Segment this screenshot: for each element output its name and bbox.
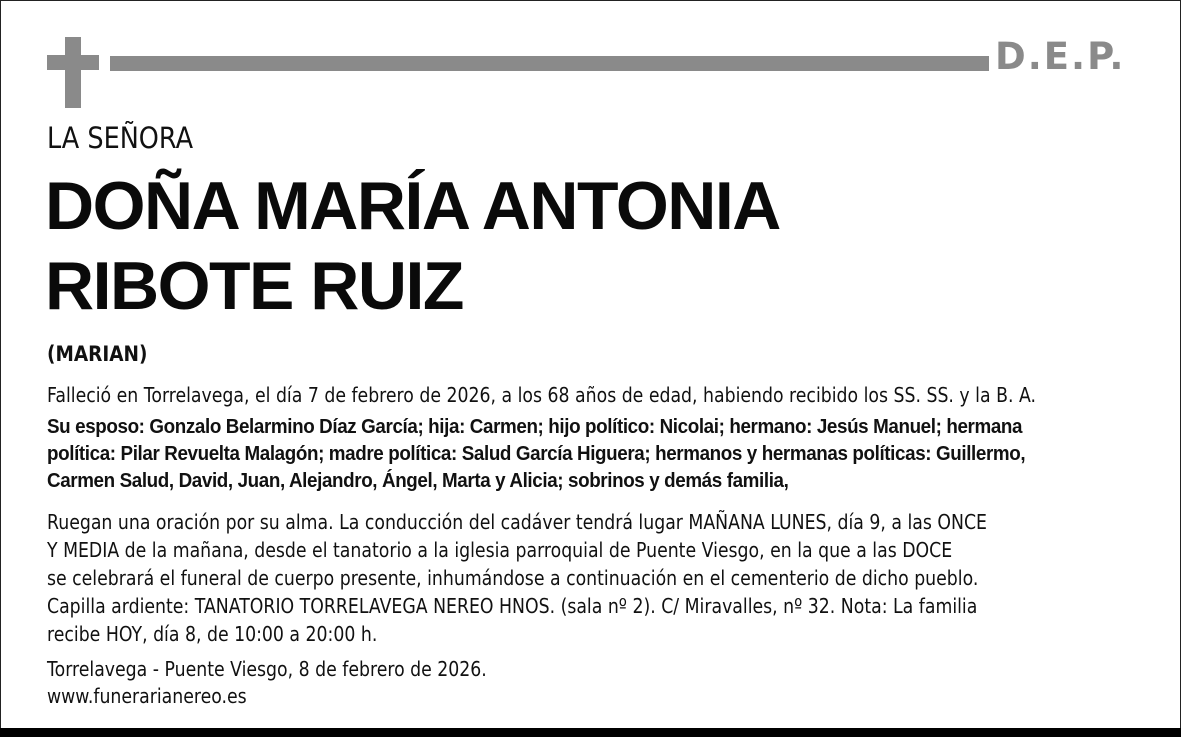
place-date: Torrelavega - Puente Viesgo, 8 de febrero de 2026. <box>47 657 487 681</box>
service-line: Y MEDIA de la mañana, desde el tanatorio a la iglesia parroquial de Puente Viesgo, en la que a las DOCE <box>47 538 953 562</box>
service-line: Ruegan una oración por su alma. La conducción del cadáver tendrá lugar MAÑANA LUNES, día 9, a las ONCE <box>47 510 987 534</box>
deceased-name-line-1: DOÑA MARÍA ANTONIA <box>45 168 780 244</box>
service-details <box>47 508 987 648</box>
death-notice-text: Falleció en Torrelavega, el día 7 de febrero de 2026, a los 68 años de edad, habiendo recibido los SS. SS. y la B. A. <box>47 383 1036 407</box>
dep-label: D.E.P. <box>995 35 1126 78</box>
deceased-nickname: (MARIAN) <box>47 342 148 366</box>
family-list <box>47 414 1025 495</box>
cross-vertical-bar <box>65 37 81 108</box>
honorific: LA SEÑORA <box>47 121 194 155</box>
footer <box>47 656 487 710</box>
family-line: Carmen Salud, David, Juan, Alejandro, Ángel, Marta y Alicia; sobrinos y demás familia, <box>47 470 789 492</box>
family-line: política: Pilar Revuelta Malagón; madre política: Salud García Higuera; hermanos y hermanas políticas: Guillermo, <box>47 443 1026 465</box>
deceased-name-line-2: RIBOTE RUIZ <box>45 248 463 324</box>
family-line: Su esposo: Gonzalo Belarmino Díaz García; hija: Carmen; hijo político: Nicolai; hermano: Jesús Manuel; hermana <box>47 416 1023 438</box>
service-line: recibe HOY, día 8, de 10:00 a 20:00 h. <box>47 622 378 646</box>
cross-horizontal-bar <box>47 55 99 70</box>
bottom-rule <box>0 728 1181 737</box>
service-line: se celebrará el funeral de cuerpo presente, inhumándose a continuación en el cementerio de dicho pueblo. <box>47 566 979 590</box>
death-notice <box>47 382 1036 409</box>
website-link[interactable]: www.funerarianereo.es <box>47 684 247 708</box>
header-rule <box>110 56 989 71</box>
service-line: Capilla ardiente: TANATORIO TORRELAVEGA NEREO HNOS. (sala nº 2). C/ Miravalles, nº 32. Nota: La familia <box>47 594 978 618</box>
